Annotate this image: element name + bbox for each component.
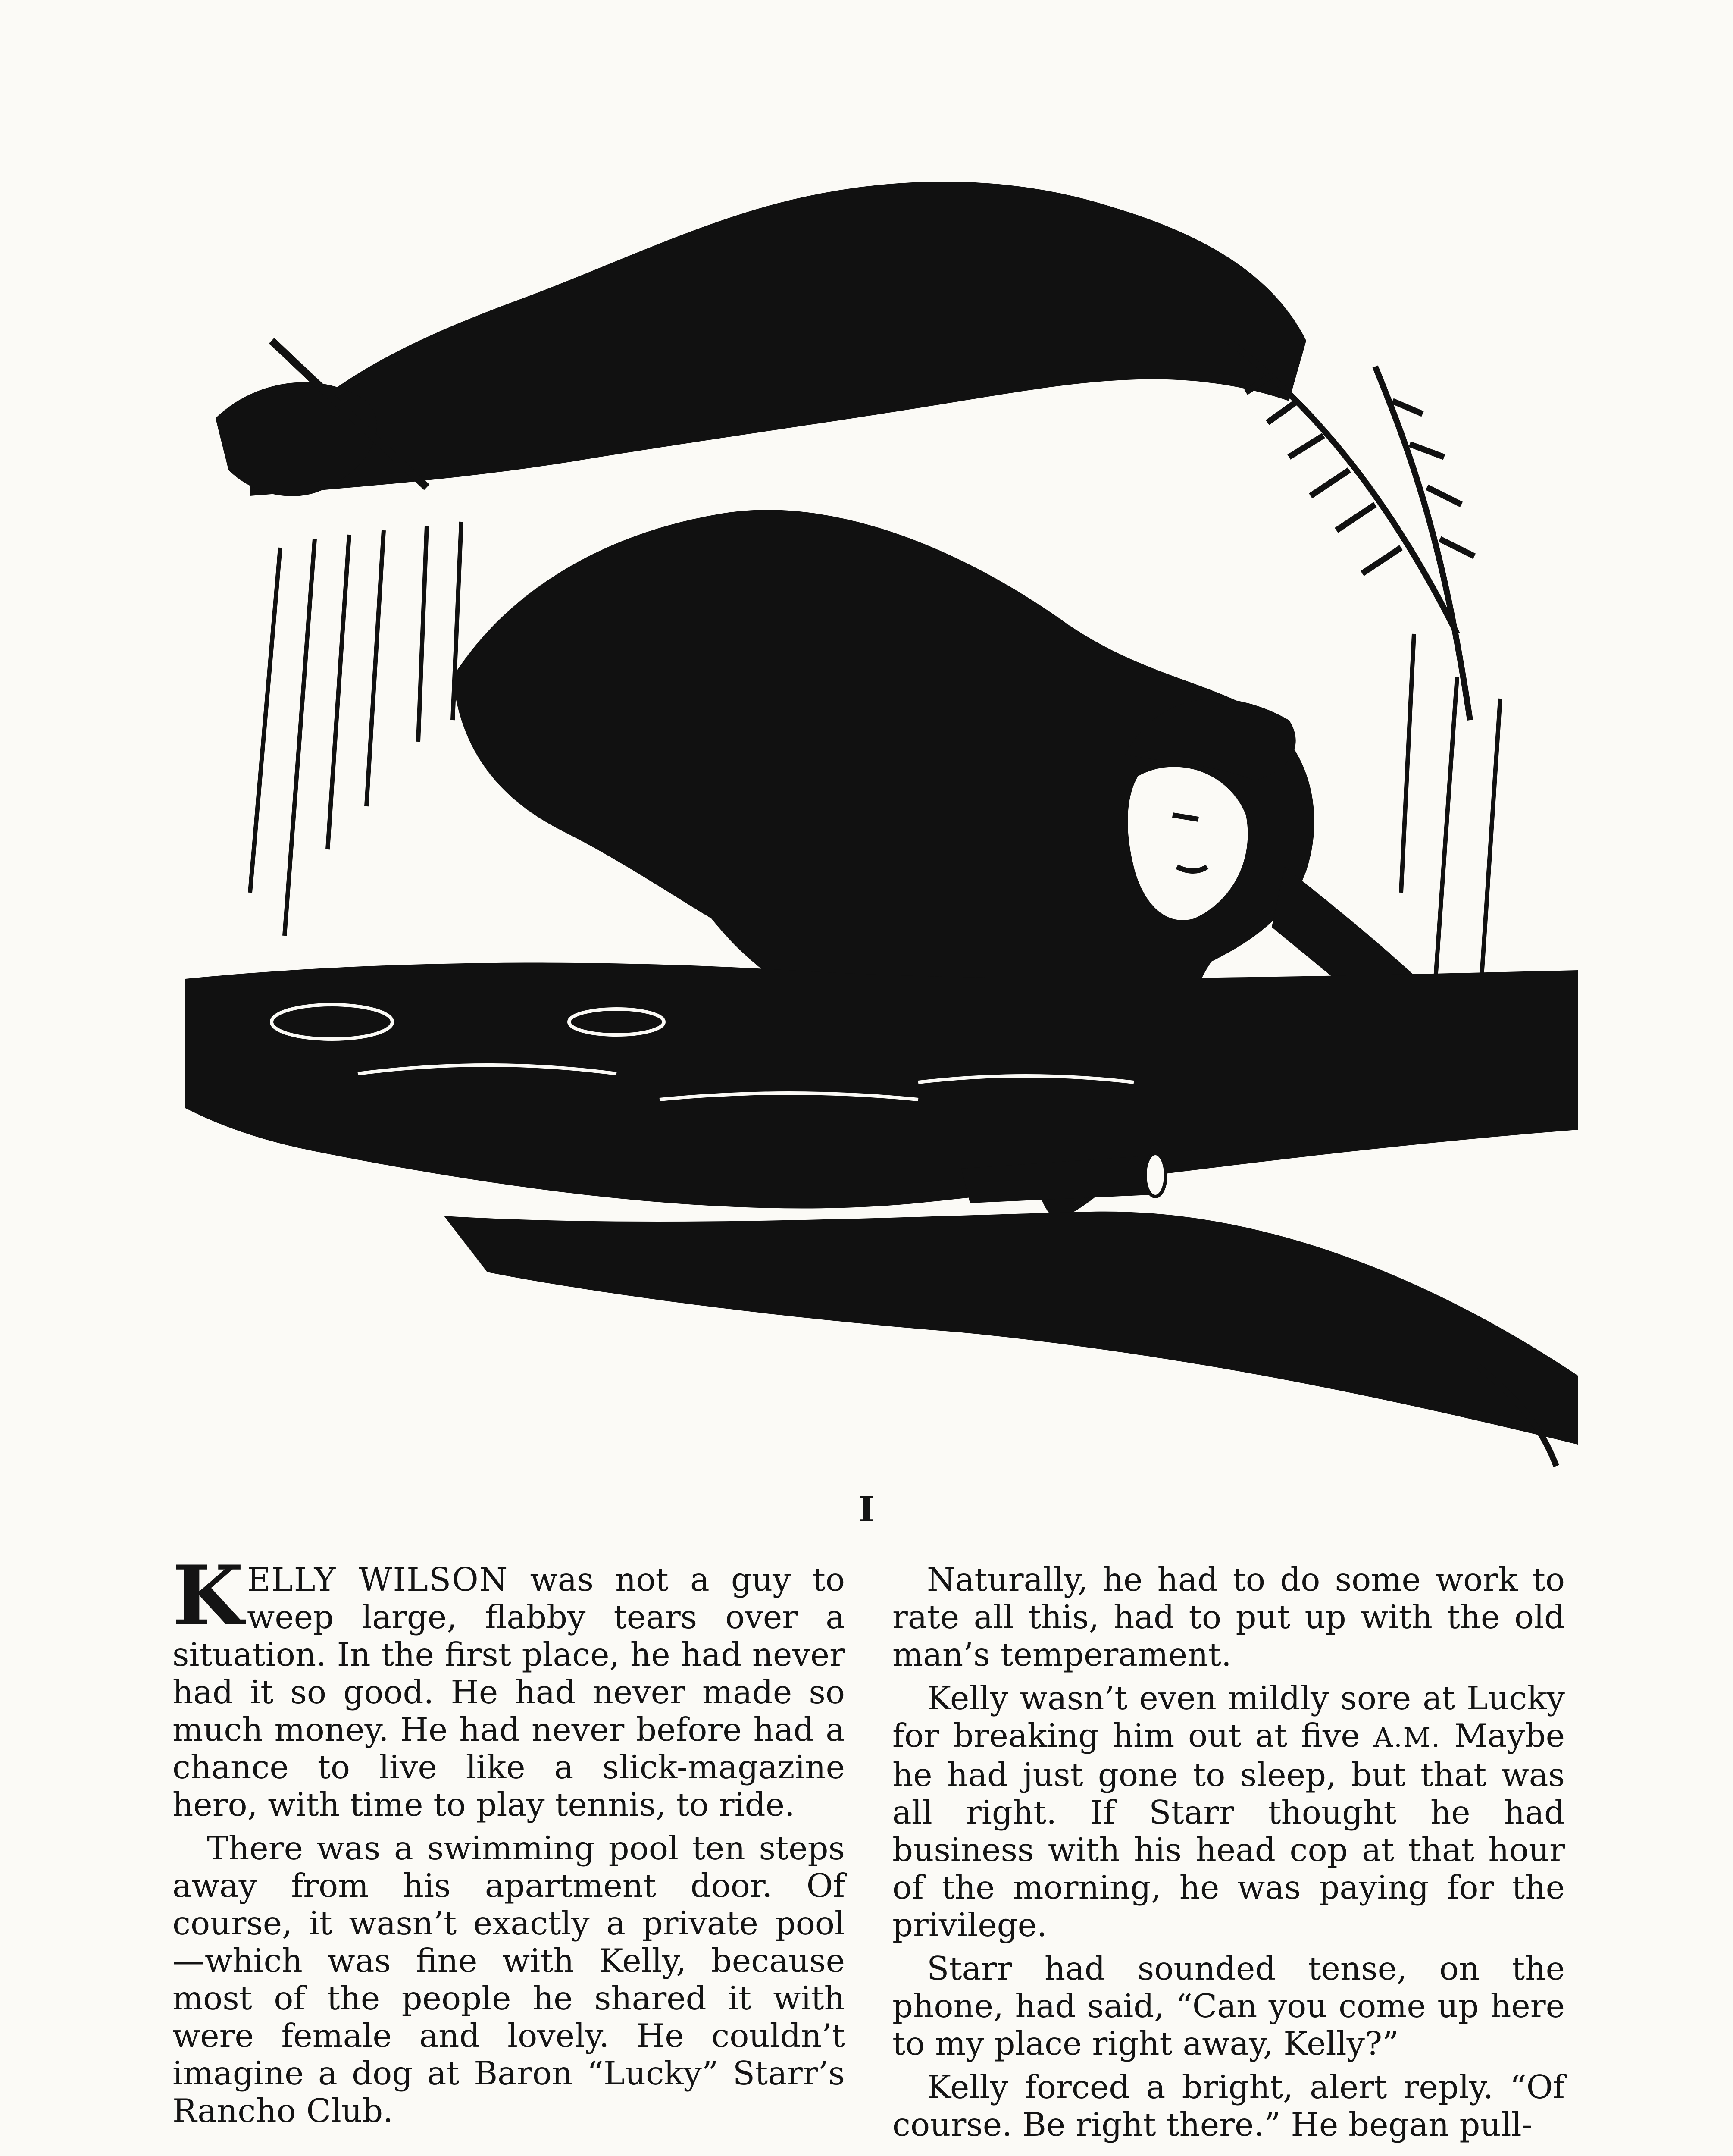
story-illustration — [185, 160, 1578, 1470]
paragraph-text: was not a guy to weep large, flabby tears over a situation. In the first place, he had never had it so good. He had never made so much money. He had never before had a chance to live like a slick-magazine hero, with time to play tennis, to ride. — [172, 1561, 845, 1824]
illustration-treeline — [250, 182, 1306, 496]
illustration-shadow — [444, 1212, 1578, 1445]
paragraph — [892, 1680, 1565, 1944]
paragraph — [172, 1548, 845, 1824]
small-caps-text: A.M. — [1373, 1722, 1441, 1753]
illustration-water — [185, 963, 1578, 1209]
text-column-left — [172, 1548, 845, 2136]
drop-cap: K — [172, 1548, 244, 1644]
illustration-fern — [1229, 341, 1474, 720]
text-column-right — [892, 1561, 1565, 2150]
chapter-numeral: I — [858, 1489, 875, 1529]
paragraph-text: Kelly wasn’t even mildly sore at Lucky for breaking him out at five — [892, 1679, 1565, 1755]
paragraph: Kelly forced a bright, alert reply. “Of course. Be right there.” He began pull- — [892, 2068, 1565, 2143]
paragraph-text: Maybe he had just gone to sleep, but that was all right. If Starr thought he had business with his head cop at that hour of the morning, he was paying for the privilege. — [892, 1717, 1565, 1944]
lead-in-caps: ELLY WILSON — [247, 1561, 509, 1598]
paragraph: Naturally, he had to do some work to rate all this, had to put up with the old man’s temperament. — [892, 1561, 1565, 1673]
paragraph: There was a swimming pool ten steps away from his apartment door. Of course, it wasn’t exactly a private pool —which was fine with Kelly, because most of the people he shared it with were female and lovely. He couldn’t imagine a dog at Baron “Lucky” Starr’s Rancho Club. — [172, 1829, 845, 2130]
paragraph: Starr had sounded tense, on the phone, had said, “Can you come up here to my place right away, Kelly?” — [892, 1949, 1565, 2062]
